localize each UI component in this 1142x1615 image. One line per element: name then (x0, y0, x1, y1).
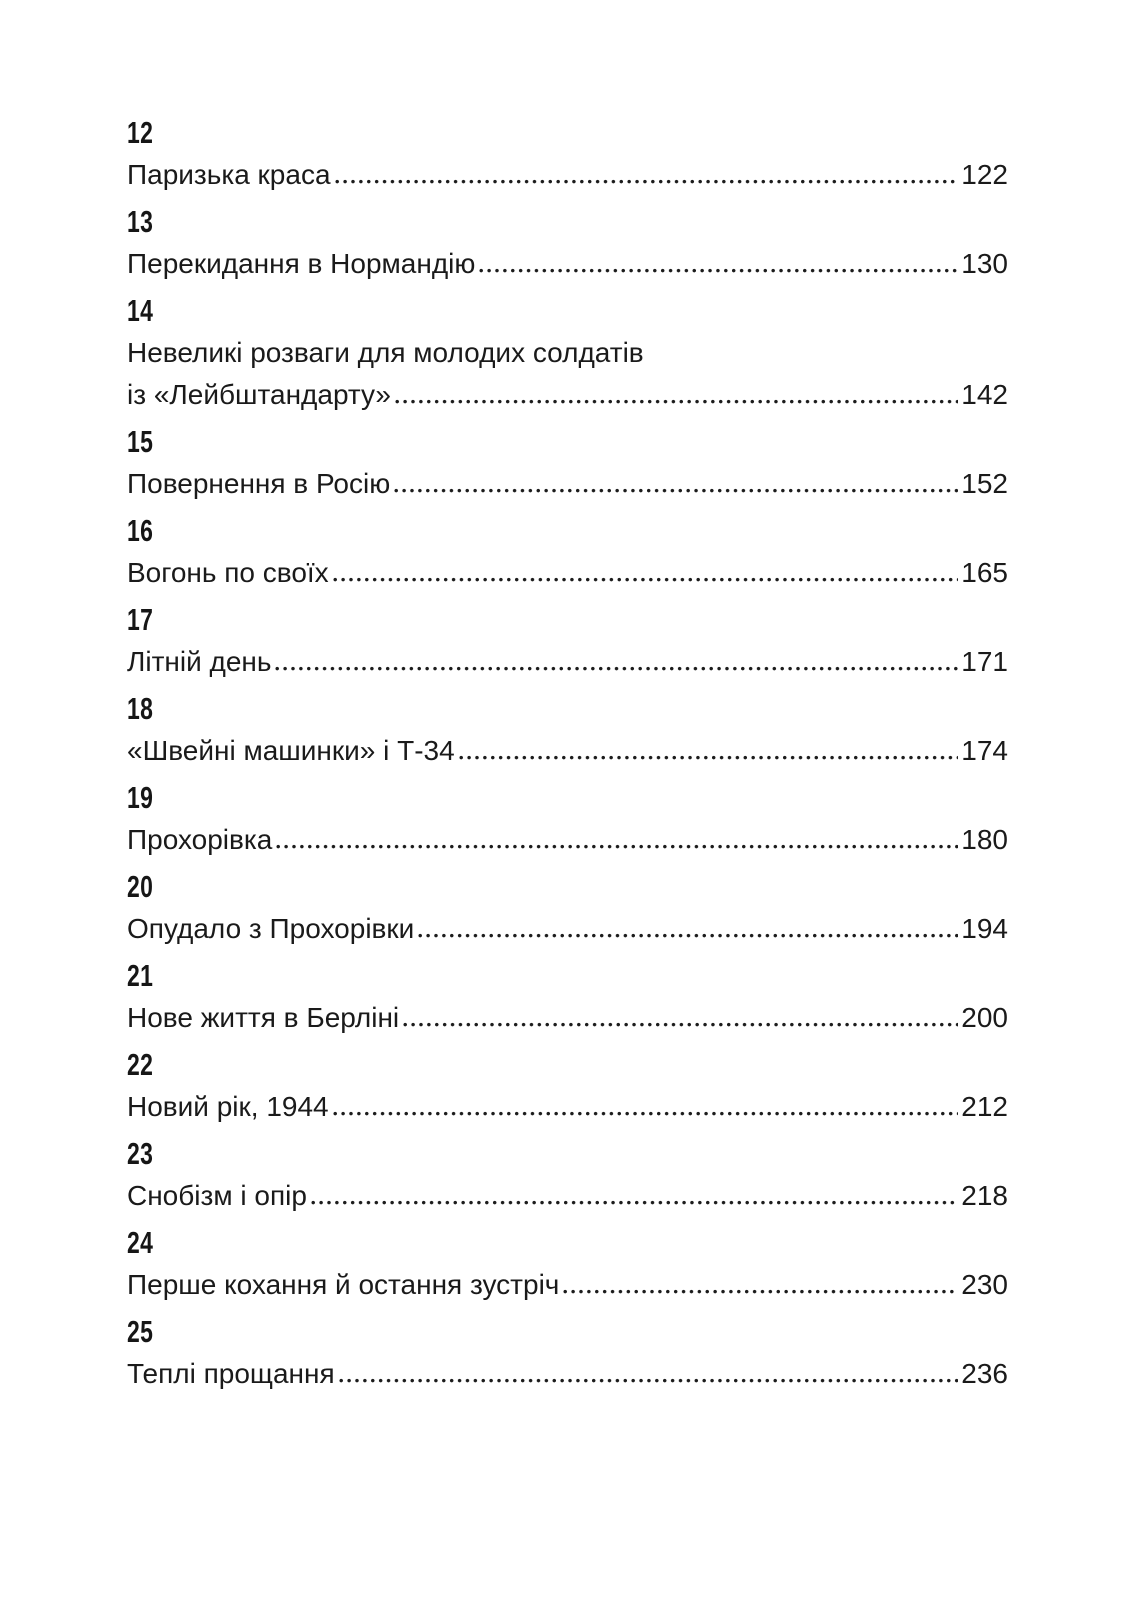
page-number: 230 (961, 1269, 1008, 1300)
toc-entry-18 (127, 688, 1008, 772)
toc-row (127, 1086, 1008, 1128)
toc-row (127, 908, 1008, 950)
chapter-title: Перше кохання й остання зустріч (127, 1269, 560, 1300)
chapter-title: Снобізм і опір (127, 1180, 307, 1211)
chapter-number: 22 (127, 1047, 154, 1082)
chapter-number: 17 (127, 602, 154, 637)
dot-leader (339, 1378, 959, 1383)
chapter-title: Прохорівка (127, 824, 273, 855)
page-number: 130 (961, 248, 1008, 279)
dot-leader (335, 179, 959, 184)
chapter-title: Повернення в Росію (127, 468, 391, 499)
toc-row (127, 1264, 1008, 1306)
toc-entry-16 (127, 510, 1008, 594)
dot-leader (479, 268, 958, 273)
toc-row (127, 552, 1008, 594)
page-number: 171 (961, 646, 1008, 677)
toc-row (127, 1353, 1008, 1395)
toc-entry-14 (127, 290, 1008, 416)
dot-leader (403, 1022, 958, 1027)
toc-entry-24 (127, 1222, 1008, 1306)
page-number: 212 (961, 1091, 1008, 1122)
chapter-title-line2: із «Лейбштандарту» (127, 379, 391, 410)
dot-leader (276, 844, 958, 849)
toc-row (127, 374, 1008, 416)
chapter-number: 15 (127, 424, 154, 459)
toc-row (127, 997, 1008, 1039)
page-number: 180 (961, 824, 1008, 855)
dot-leader (395, 399, 958, 404)
chapter-number: 20 (127, 869, 154, 904)
dot-leader (394, 488, 958, 493)
page-number: 152 (961, 468, 1008, 499)
toc-row (127, 463, 1008, 505)
table-of-contents (127, 112, 1008, 1400)
chapter-number: 13 (127, 204, 154, 239)
page-number: 142 (961, 379, 1008, 410)
toc-entry-25 (127, 1311, 1008, 1395)
toc-entry-22 (127, 1044, 1008, 1128)
dot-leader (459, 755, 959, 760)
chapter-title: Літній день (127, 646, 272, 677)
dot-leader (333, 577, 959, 582)
chapter-title: Паризька краса (127, 159, 331, 190)
chapter-title: Нове життя в Берліні (127, 1002, 400, 1033)
toc-entry-12 (127, 112, 1008, 196)
chapter-number: 19 (127, 780, 154, 815)
toc-entry-23 (127, 1133, 1008, 1217)
chapter-title: Перекидання в Нормандію (127, 248, 476, 279)
chapter-number: 14 (127, 293, 154, 328)
chapter-number: 16 (127, 513, 154, 548)
chapter-number: 21 (127, 958, 154, 993)
dot-leader (563, 1289, 958, 1294)
chapter-number: 18 (127, 691, 154, 726)
chapter-title: Вогонь по своїх (127, 557, 329, 588)
page-number: 200 (961, 1002, 1008, 1033)
page-number: 218 (961, 1180, 1008, 1211)
toc-row (127, 641, 1008, 683)
toc-entry-17 (127, 599, 1008, 683)
toc-row (127, 819, 1008, 861)
page-number: 236 (961, 1358, 1008, 1389)
toc-entry-19 (127, 777, 1008, 861)
chapter-title: Опудало з Прохорівки (127, 913, 415, 944)
chapter-number: 12 (127, 115, 154, 150)
chapter-title-line1: Невеликі розваги для молодих солдатів (127, 337, 644, 368)
chapter-title: «Швейні машинки» і Т-34 (127, 735, 455, 766)
page-number: 194 (961, 913, 1008, 944)
toc-entry-15 (127, 421, 1008, 505)
dot-leader (311, 1200, 958, 1205)
chapter-title: Теплі прощання (127, 1358, 335, 1389)
toc-row (127, 154, 1008, 196)
toc-row (127, 730, 1008, 772)
chapter-title: Новий рік, 1944 (127, 1091, 329, 1122)
page-number: 174 (961, 735, 1008, 766)
chapter-number: 23 (127, 1136, 154, 1171)
chapter-number: 25 (127, 1314, 154, 1349)
toc-entry-21 (127, 955, 1008, 1039)
toc-row (127, 243, 1008, 285)
page-number: 165 (961, 557, 1008, 588)
dot-leader (275, 666, 958, 671)
page-number: 122 (961, 159, 1008, 190)
chapter-number: 24 (127, 1225, 154, 1260)
dot-leader (333, 1111, 959, 1116)
toc-entry-13 (127, 201, 1008, 285)
toc-row (127, 1175, 1008, 1217)
dot-leader (418, 933, 958, 938)
toc-entry-20 (127, 866, 1008, 950)
